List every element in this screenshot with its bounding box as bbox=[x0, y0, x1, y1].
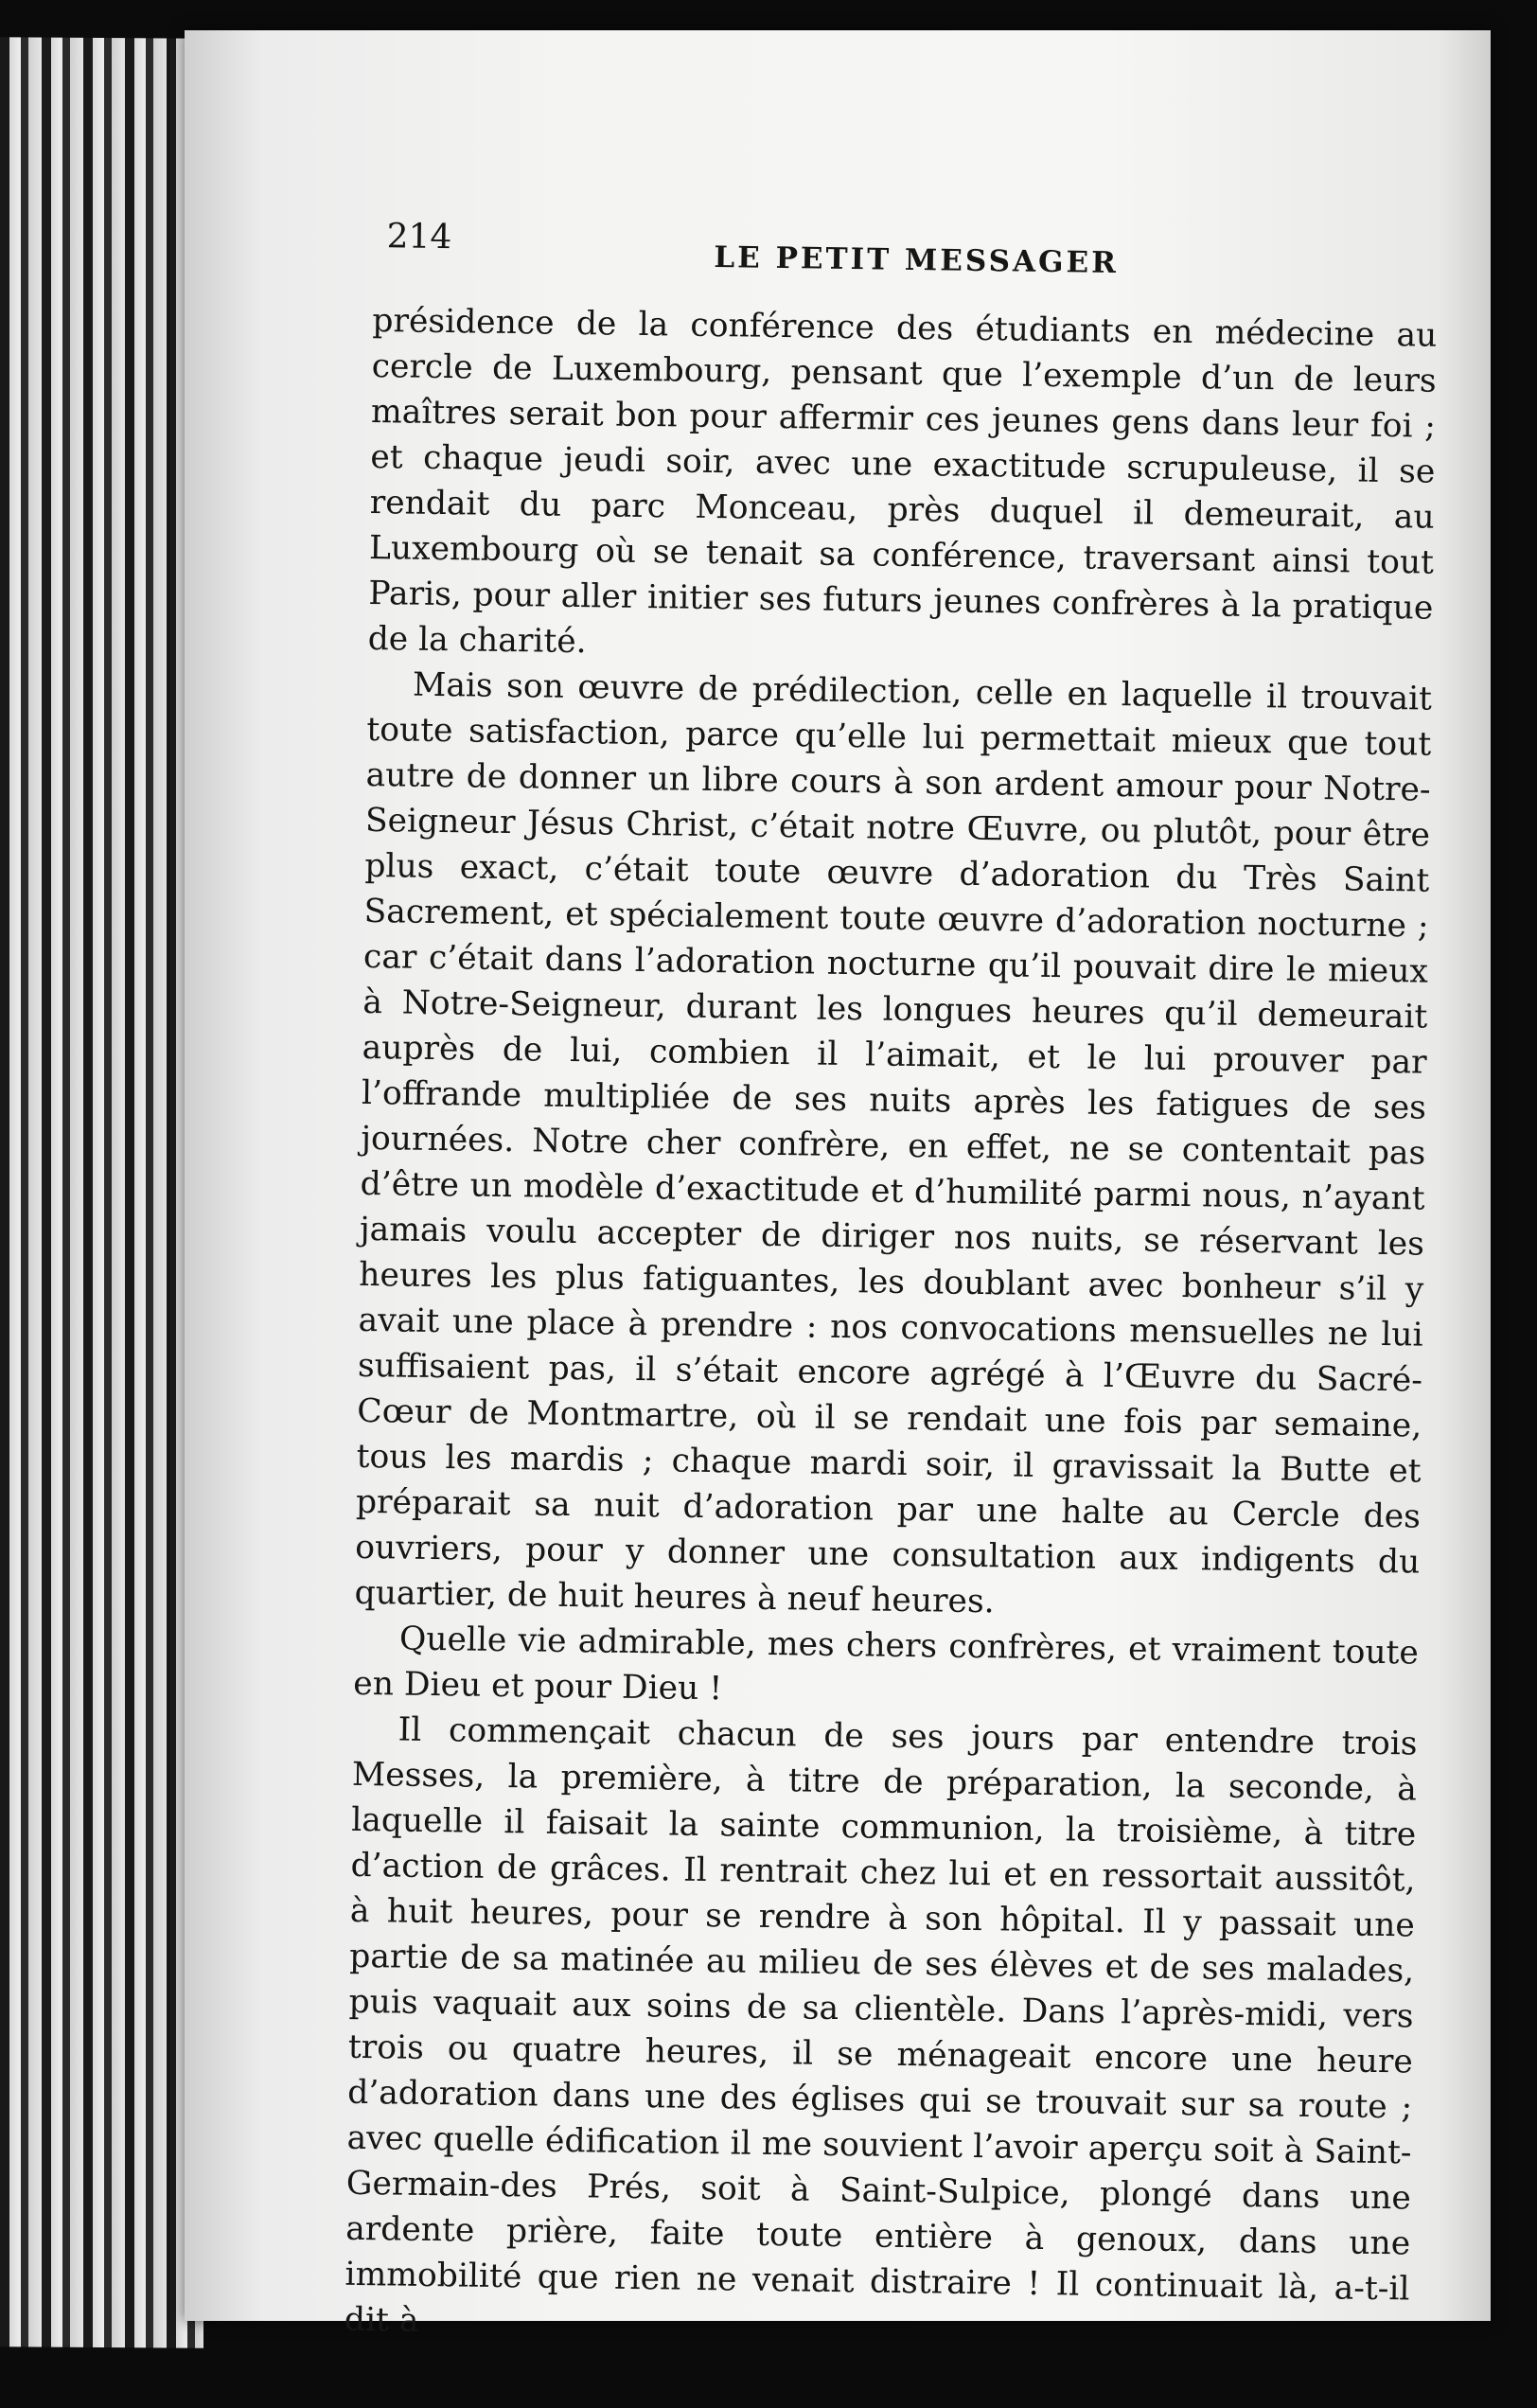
page-number: 214 bbox=[386, 217, 452, 257]
running-title: LE PETIT MESSAGER bbox=[714, 240, 1120, 280]
book-page-edges bbox=[0, 37, 203, 2348]
page-text-block bbox=[344, 213, 1439, 2340]
paragraph-3: Quelle vie admirable, mes chers confrères, et vraiment toute en Dieu et pour Dieu ! bbox=[353, 1620, 1420, 1709]
body-text bbox=[344, 298, 1438, 2357]
running-head bbox=[373, 213, 1439, 313]
paragraph-2: Mais son œuvre de prédilection, celle en laquelle il trouvait toute satisfaction, parce qu’elle lui permettait mieux que tout autre de donner un libre cours à son ardent amour pour Notre-Seigneur Jésus Christ, c’était notre Œuvre, ou plutôt, pour être plus exact, c’était toute œuvre d’adoration du Très Saint Sacrement, et spécialement toute œuvre d’adoration nocturne ; car c’était dans l’adoration nocturne qu’il pouvait dire le mieux à Notre-Seigneur, durant les longues heures qu’il demeurait auprès de lui, combien il l’aimait, et le lui prouver par l’offrande multipliée de ses nuits après les fatigues de ses journées. Notre cher confrère, en effet, ne se contentait pas d’être un modèle d’exactitude et d’humilité parmi nous, n’ayant jamais voulu accepter de diriger nos nuits, se réservant les heures les plus fatiguantes, les doublant avec bonheur s’il y avait une place à prendre : nos convocations mensuelles ne lui suffisaient pas, il s’était encore agrégé à l’Œuvre du Sacré-Cœur de Montmartre, où il se rendait une fois par semaine, tous les mardis ; chaque mardi soir, il gravissait la Butte et préparait sa nuit d’adoration par une halte au Cercle des ouvriers, pour y donner une consultation aux indigents du quartier, de huit heures à neuf heures. bbox=[354, 665, 1433, 1621]
paragraph-4: Il commençait chacun de ses jours par entendre trois Messes, la première, à titre de préparation, la seconde, à laquelle il faisait la sainte communion, la troisième, à titre d’action de grâces. Il rentrait chez lui et en ressortait aussitôt, à huit heures, pour se rendre à son hôpital. Il y passait une partie de sa matinée au milieu de ses élèves et de ses malades, puis vaquait aux soins de sa clientèle. Dans l’après-midi, vers trois ou quatre heures, il se ménageait encore une heure d’adoration dans une des églises qui se trouvait sur sa route ; avec quelle édification il me souvient l’avoir aperçu soit à Saint-Germain-des Prés, soit à Saint-Sulpice, plongé dans une ardente prière, faite toute entière à genoux, dans une immobilité que rien ne venait distraire ! Il continuait là, a-t-il dit à bbox=[344, 1710, 1418, 2340]
paragraph-1: présidence de la conférence des étudiants en médecine au cercle de Luxembourg, pensant que l’exemple d’un de leurs maîtres serait bon pour affermir ces jeunes gens dans leur foi ; et chaque jeudi soir, avec une exactitude scrupuleuse, il se rendait du parc Monceau, près duquel il demeurait, au Luxembourg où se tenait sa conférence, traversant ainsi tout Paris, pour aller initier ses futurs jeunes confrères à la pratique de la charité. bbox=[367, 301, 1438, 662]
